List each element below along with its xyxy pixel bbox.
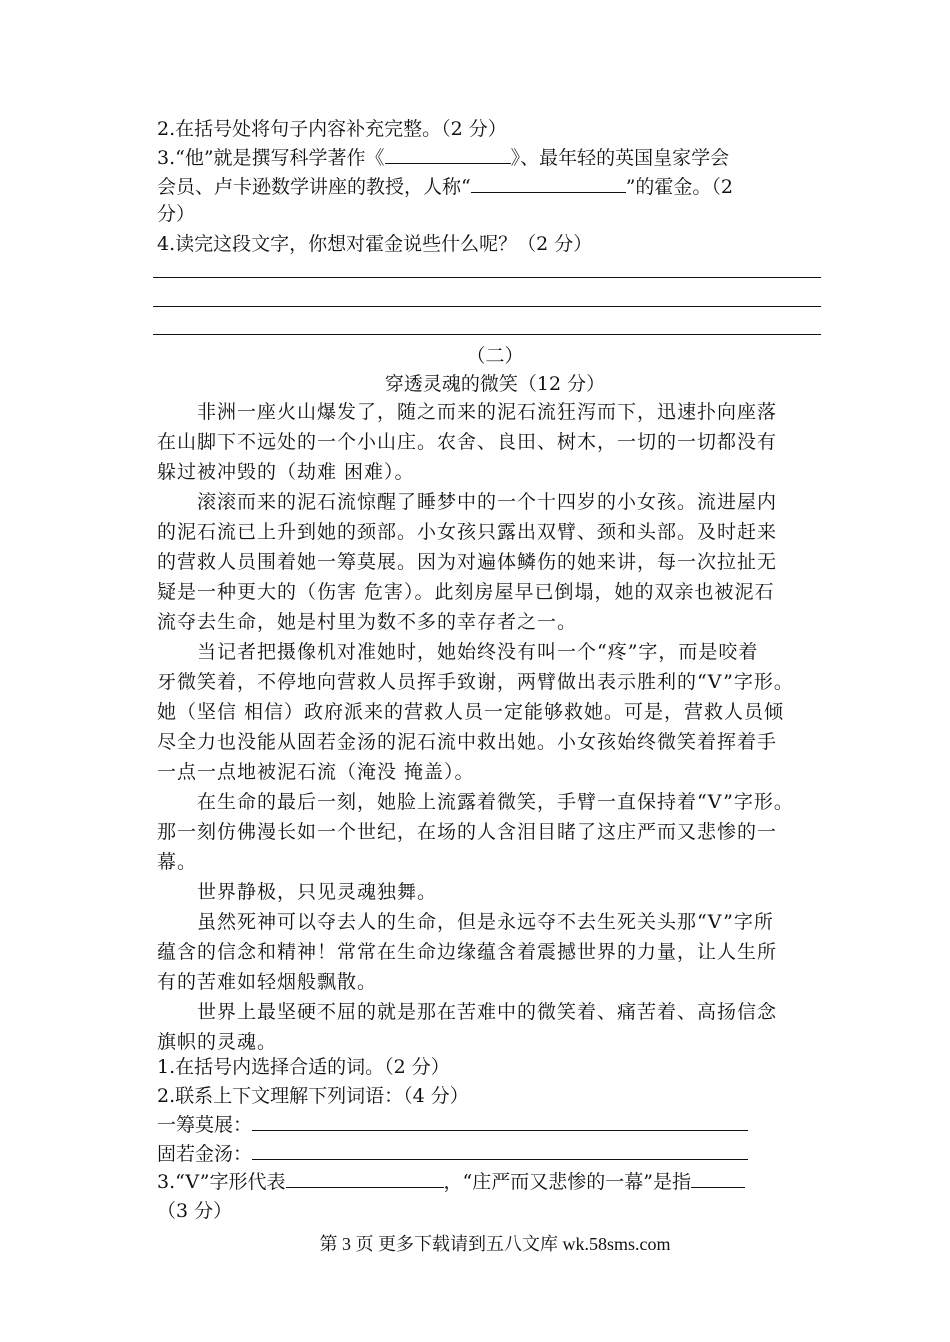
term-2-row (157, 1139, 748, 1169)
passage-line: 的泥石流已上升到她的颈部。小女孩只露出双臂、颈和头部。及时赶来 (157, 521, 778, 543)
term-2-answer-blank[interactable] (252, 1139, 748, 1160)
passage-line: 世界上最坚硬不屈的就是那在苦难中的微笑着、痛苦着、高扬信念 (157, 1001, 778, 1023)
passage-line: 在山脚下不远处的一个小山庄。农舍、良田、树木，一切的一切都没有 (157, 431, 778, 453)
scene-meaning-blank[interactable] (691, 1167, 745, 1188)
page-footer: 第 3 页 更多下载请到五八文库 wk.58sms.com (319, 1234, 671, 1254)
v-shape-meaning-blank[interactable] (286, 1167, 444, 1188)
passage-line: 尽全力也没能从固若金汤的泥石流中救出她。小女孩始终微笑着挥着手 (157, 731, 778, 753)
passage-line: 她（坚信 相信）政府派来的营救人员一定能够救她。可是，营救人员倾 (157, 701, 785, 723)
question-3-text-c: 会员、卢卡逊数学讲座的教授，人称“ (157, 176, 471, 198)
passage-line: 那一刻仿佛漫长如一个世纪，在场的人含泪目睹了这庄严而又悲惨的一 (157, 821, 778, 843)
answer-line-2[interactable] (153, 306, 821, 307)
passage-line: 有的苦难如轻烟般飘散。 (157, 971, 378, 993)
passage-line: 当记者把摄像机对准她时，她始终没有叫一个“疼”字，而是咬着 (157, 641, 759, 663)
term-2-label: 固若金汤： (157, 1143, 253, 1165)
term-1-row (157, 1110, 748, 1140)
passage-line: 在生命的最后一刻，她脸上流露着微笑，手臂一直保持着“V”字形。 (157, 791, 794, 813)
answer-line-3[interactable] (153, 334, 821, 335)
question-2-3-text-b: ，“庄严而又悲惨的一幕”是指 (443, 1171, 691, 1193)
passage-line: 旗帜的灵魂。 (157, 1031, 278, 1053)
section-heading: （二） (466, 345, 524, 367)
question-2-3-text-a: 3.“V”字形代表 (157, 1171, 286, 1193)
passage-line: 滚滚而来的泥石流惊醒了睡梦中的一个十四岁的小女孩。流进屋内 (157, 491, 778, 513)
question-3-line-1 (157, 143, 729, 173)
nickname-blank[interactable] (471, 172, 626, 193)
passage-line: 流夺去生命，她是村里为数不多的幸存者之一。 (157, 611, 578, 633)
passage-body (157, 397, 794, 1057)
passage-line: 虽然死神可以夺去人的生命，但是永远夺不去生死关头那“V”字所 (157, 911, 774, 933)
question-3-line-2 (157, 172, 733, 202)
question-2-3-score: （3 分） (157, 1200, 233, 1222)
answer-line-1[interactable] (153, 277, 821, 278)
question-3-line-3: 分） (157, 203, 196, 225)
passage-line: 疑是一种更大的（伤害 危害）。此刻房屋早已倒塌，她的双亲也被泥石 (157, 581, 775, 603)
question-4: 4.读完这段文字，你想对霍金说些什么呢？（2 分） (157, 233, 593, 255)
question-2: 2.在括号处将句子内容补充完整。（2 分） (157, 118, 507, 140)
passage-line: 的营救人员围着她一筹莫展。因为对遍体鳞伤的她来讲，每一次拉扯无 (157, 551, 778, 573)
passage-line: 幕。 (157, 851, 198, 873)
term-1-answer-blank[interactable] (252, 1110, 748, 1131)
passage-line: 牙微笑着，不停地向营救人员挥手致谢，两臂做出表示胜利的“V”字形。 (157, 671, 794, 693)
term-1-label: 一筹莫展： (157, 1114, 253, 1136)
passage-line: 非洲一座火山爆发了，随之而来的泥石流狂泻而下，迅速扑向座落 (157, 401, 778, 423)
passage-line: 躲过被冲毁的（劫难 困难）。 (157, 461, 415, 483)
question-2-2: 2.联系上下文理解下列词语：（4 分） (157, 1085, 469, 1107)
passage-title: 穿透灵魂的微笑（12 分） (384, 373, 606, 395)
question-3-text-b: 》、最年轻的英国皇家学会 (510, 147, 730, 169)
question-3-text-a: 3.“他”就是撰写科学著作《 (157, 147, 385, 169)
question-2-1: 1.在括号内选择合适的词。（2 分） (157, 1056, 450, 1078)
passage-line: 世界静极，只见灵魂独舞。 (157, 881, 438, 903)
passage-line: 蕴含的信念和精神！常常在生命边缘蕴含着震撼世界的力量，让人生所 (157, 941, 778, 963)
passage-line: 一点一点地被泥石流（淹没 掩盖）。 (157, 761, 475, 783)
question-3-text-d: ”的霍金。（2 (625, 176, 734, 198)
book-title-blank[interactable] (385, 143, 511, 164)
question-2-3 (157, 1167, 745, 1197)
